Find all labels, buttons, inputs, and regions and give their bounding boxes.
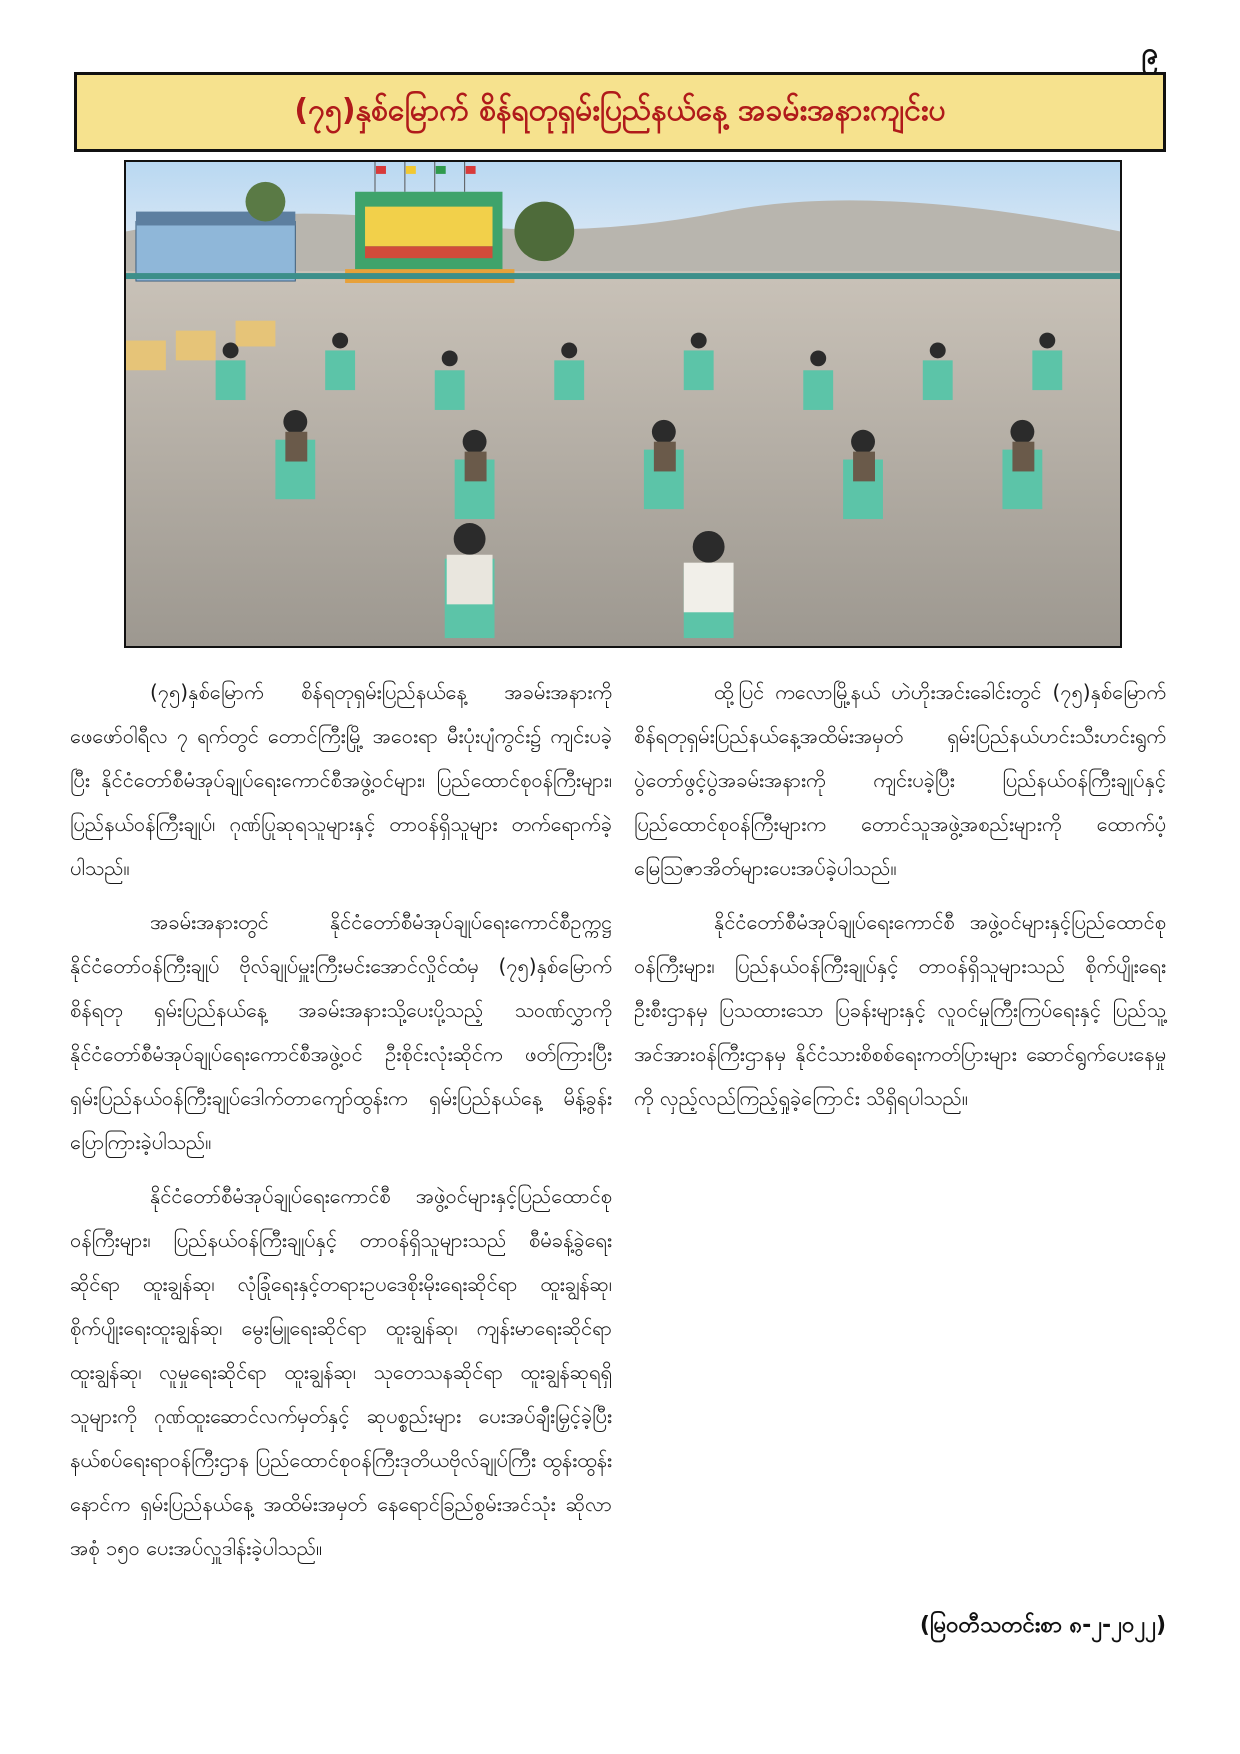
source-citation: (မြဝတီသတင်းစာ ၈-၂-၂၀၂၂) xyxy=(919,1613,1166,1638)
left-column xyxy=(70,670,612,1580)
right-column xyxy=(634,670,1166,1130)
paragraph: နိုင်ငံတော်စီမံအုပ်ချုပ်ရေးကောင်စီ အဖွဲ့ဝင်များနှင့်ပြည်ထောင်စုဝန်ကြီးများ၊ ပြည်နယ်ဝန်ကြီးချုပ်နှင့် တာဝန်ရှိသူများသည် စိုက်ပျိုးရေးဦးစီးဌာနမှ ပြသထားသော ပြခန်းများနှင့် လူဝင်မှုကြီးကြပ်ရေးနှင့် ပြည်သူ့အင်အားဝန်ကြီးဌာနမှ နိုင်ငံသားစိစစ်ရေးကတ်ပြားများ ဆောင်ရွက်ပေးနေမှုကို လှည့်လည်ကြည့်ရှုခဲ့ကြောင်း သိရှိရပါသည်။ xyxy=(634,910,1166,1110)
event-photo xyxy=(124,160,1122,648)
paragraph: နိုင်ငံတော်စီမံအုပ်ချုပ်ရေးကောင်စီ အဖွဲ့ဝင်များနှင့်ပြည်ထောင်စုဝန်ကြီးများ၊ ပြည်နယ်ဝန်ကြီးချုပ်နှင့် တာဝန်ရှိသူများသည် စီမံခန့်ခွဲရေးဆိုင်ရာ ထူးချွန်ဆု၊ လုံခြုံရေးနှင့်တရားဥပဒေစိုးမိုးရေးဆိုင်ရာ ထူးချွန်ဆု၊ စိုက်ပျိုးရေးထူးချွန်ဆု၊ မွေးမြူရေးဆိုင်ရာ ထူးချွန်ဆု၊ ကျန်းမာရေးဆိုင်ရာ ထူးချွန်ဆု၊ လူမှုရေးဆိုင်ရာ ထူးချွန်ဆု၊ သုတေသနဆိုင်ရာ ထူးချွန်ဆုရရှိသူများကို ဂုဏ်ထူးဆောင်လက်မှတ်နှင့် ဆုပစ္စည်းများ ပေးအပ်ချီးမြှင့်ခဲ့ပြီး နယ်စပ်ရေးရာဝန်ကြီးဌာန ပြည်ထောင်စုဝန်ကြီးဒုတိယဗိုလ်ချုပ်ကြီး ထွန်းထွန်းနောင်က ရှမ်းပြည်နယ်နေ့ အထိမ်းအမှတ် နေရောင်ခြည်စွမ်းအင်သုံး ဆိုလာအစုံ ၁၅၀ ပေးအပ်လှူဒါန်းခဲ့ပါသည်။ xyxy=(70,1184,612,1560)
ceremony-photo-illustration xyxy=(126,162,1120,646)
page-number: ၉ xyxy=(1141,36,1159,71)
paragraph: အခမ်းအနားတွင် နိုင်ငံတော်စီမံအုပ်ချုပ်ရေးကောင်စီဥက္ကဋ္ဌ နိုင်ငံတော်ဝန်ကြီးချုပ် ဗိုလ်ချုပ်မှူးကြီးမင်းအောင်လှိုင်ထံမှ (၇၅)နှစ်မြောက်စိန်ရတု ရှမ်းပြည်နယ်နေ့ အခမ်းအနားသို့ပေးပို့သည့် သဝဏ်လွှာကို နိုင်ငံတော်စီမံအုပ်ချုပ်ရေးကောင်စီအဖွဲ့ဝင် ဦးစိုင်းလုံးဆိုင်က ဖတ်ကြားပြီး ရှမ်းပြည်နယ်ဝန်ကြီးချုပ်ဒေါက်တာကျော်ထွန်းက ရှမ်းပြည်နယ်နေ့ မိန့်ခွန်းပြောကြားခဲ့ပါသည်။ xyxy=(70,910,612,1154)
paragraph: (၇၅)နှစ်မြောက် စိန်ရတုရှမ်းပြည်နယ်နေ့ အခမ်းအနားကို ဖေဖော်ဝါရီလ ၇ ရက်တွင် တောင်ကြီးမြို့ အဝေးရာ မီးပုံးပျံကွင်း၌ ကျင်းပခဲ့ပြီး နိုင်ငံတော်စီမံအုပ်ချုပ်ရေးကောင်စီအဖွဲ့ဝင်များ၊ ပြည်ထောင်စုဝန်ကြီးများ၊ ပြည်နယ်ဝန်ကြီးချုပ်၊ ဂုဏ်ပြုဆုရသူများနှင့် တာဝန်ရှိသူများ တက်ရောက်ခဲ့ပါသည်။ xyxy=(70,680,612,880)
article-title: (၇၅)နှစ်မြောက် စိန်ရတုရှမ်းပြည်နယ်နေ့ အခမ်းအနားကျင်းပ xyxy=(74,72,1166,152)
paragraph: ထို့ပြင် ကလောမြို့နယ် ဟဲဟိုးအင်းခေါင်းတွင် (၇၅)နှစ်မြောက် စိန်ရတုရှမ်းပြည်နယ်နေ့အထိမ်းအမှတ် ရှမ်းပြည်နယ်ဟင်းသီးဟင်းရွက်ပွဲတော်ဖွင့်ပွဲအခမ်းအနားကို ကျင်းပခဲ့ပြီး ပြည်နယ်ဝန်ကြီးချုပ်နှင့် ပြည်ထောင်စုဝန်ကြီးများက တောင်သူအဖွဲ့အစည်းများကို ထောက်ပံ့မြေဩဇာအိတ်များပေးအပ်ခဲ့ပါသည်။ xyxy=(634,680,1166,880)
